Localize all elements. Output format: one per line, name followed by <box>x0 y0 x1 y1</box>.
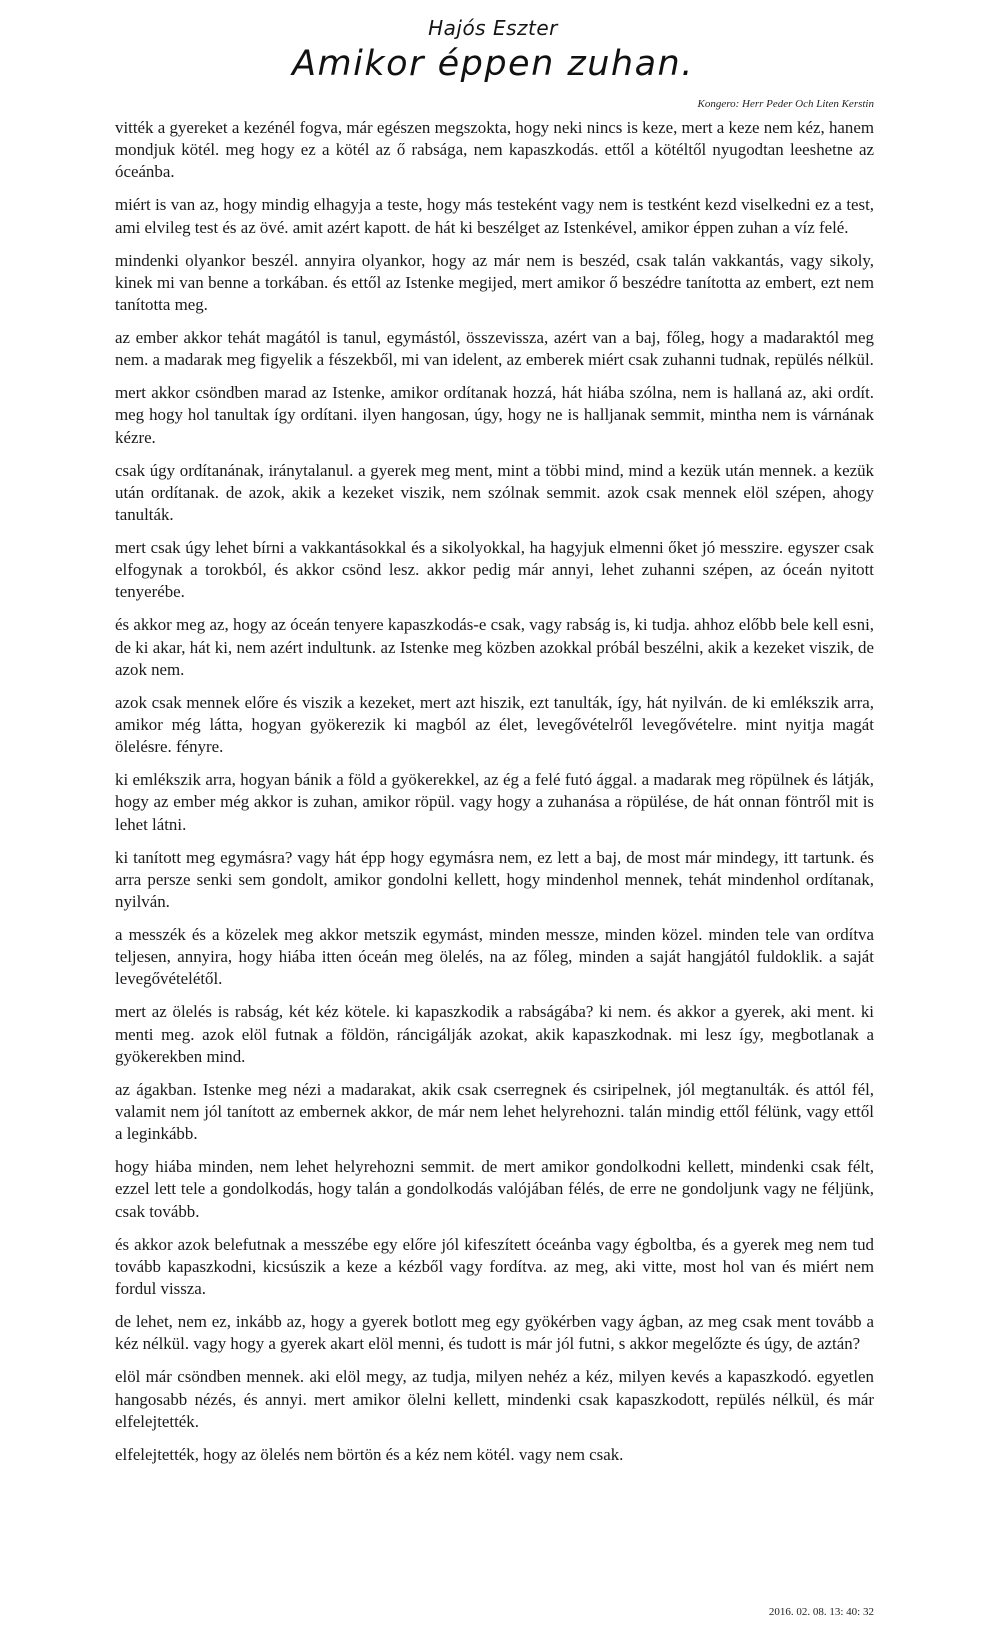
paragraph: vitték a gyereket a kezénél fogva, már egészen megszokta, hogy neki nincs is keze, mert a keze nem kéz, hanem mondjuk kötél. meg hogy ez a kötél az ő rabsága, nem kapaszkodás. ettől a kötéltől nyugodtan leeshetne az óceánba. <box>115 118 874 182</box>
paragraph: elöl már csöndben mennek. aki elöl megy, az tudja, milyen nehéz a kéz, milyen kevés a kapaszkodó. egyetlen hangosabb nézés, és annyi. mert amikor ölelni kellett, mindenki csak kapaszkodott, repülés nélkül, és már elfelejtették. <box>115 1367 874 1431</box>
paragraph: de lehet, nem ez, inkább az, hogy a gyerek botlott meg egy gyökérben vagy ágban, az meg csak ment tovább a kéz nélkül. vagy hogy a gyerek akart elöl menni, és tudott is már jól futni, s akkor megelőzte és úgy, de aztán? <box>115 1312 874 1354</box>
paragraph: hogy hiába minden, nem lehet helyrehozni semmit. de mert amikor gondolkodni kellett, mindenki csak félt, ezzel lett tele a gondolkodás, hogy talán a gondolkodás valójában félés, de erre ne gondoljunk vagy ne féljünk, csak tovább. <box>115 1157 874 1221</box>
author-name: Hajós Eszter <box>428 16 558 40</box>
dedication-line: Kongero: Herr Peder Och Liten Kerstin <box>697 98 874 110</box>
paragraph: az ember akkor tehát magától is tanul, egymástól, összevissza, azért van a baj, főleg, hogy a madaraktól meg nem. a madarak meg figyelik a fészekből, mi van idelent, az emberek miért csak zuhanni tudnak, repülés nélkül. <box>115 328 874 370</box>
paragraph: a messzék és a közelek meg akkor metszik egymást, minden messze, minden közel. minden tele van ordítva teljesen, annyira, hogy hiába itten óceán meg ölelés, na az főleg, minden a saját hangjától fuldoklik. a saját levegővételétől. <box>115 925 874 989</box>
paragraph: csak úgy ordítanának, iránytalanul. a gyerek meg ment, mint a többi mind, mind a kezük után mennek. a kezük után ordítanak. de azok, akik a kezeket viszik, nem szólnak semmit. azok csak mennek elöl szépen, ahogy tanulták. <box>115 460 874 525</box>
timestamp: 2016. 02. 08. 13: 40: 32 <box>768 1606 874 1618</box>
paragraph: elfelejtették, hogy az ölelés nem börtön és a kéz nem kötél. vagy nem csak. <box>115 1444 624 1464</box>
poem-body <box>115 117 874 1466</box>
paragraph: miért is van az, hogy mindig elhagyja a teste, hogy más testeként vagy nem is testként kezd viselkedni ez a test, ami elvileg test és az övé. amit azért kapott. de hát ki beszélget az Istenkével, amikor éppen zuhan a víz felé. <box>115 195 874 237</box>
paragraph: mert csak úgy lehet bírni a vakkantásokkal és a sikolyokkal, ha hagyjuk elmenni őket jó messzire. egyszer csak elfogynak a torokból, és akkor csönd lesz. akkor pedig már annyi, lehet zuhanni szépen, az óceán nyitott tenyerébe. <box>115 538 874 602</box>
paragraph: és akkor meg az, hogy az óceán tenyere kapaszkodás-e csak, vagy rabság is, ki tudja. ahhoz előbb bele kell esni, de ki akar, hát ki, nem azért indultunk. az Istenke meg közben azokkal próbál beszélni, akik a kezeket viszik, de azok nem. <box>115 615 874 679</box>
paragraph: ki emlékszik arra, hogyan bánik a föld a gyökerekkel, az ég a felé futó ággal. a madarak meg röpülnek és látják, hogy az ember még akkor is zuhan, amikor röpül. vagy hogy a zuhanása a röpülése, de hát onnan föntről mit is lehet látni. <box>115 770 874 834</box>
paragraph: azok csak mennek előre és viszik a kezeket, mert azt hiszik, ezt tanulták, így, hát nyilván. de ki emlékszik arra, amikor még látta, hogyan gyökerezik ki magból az élet, levegővételről levegővételre. mint nyitja magát ölelésre. fényre. <box>115 692 874 757</box>
paragraph: mert az ölelés is rabság, két kéz kötele. ki kapaszkodik a rabságába? ki nem. és akkor a gyerek, aki ment. ki menti meg. azok elöl futnak a földön, ráncigálják azokat, akik kapaszkodnak. mi lesz így, megbotlanak a gyökerekben mind. <box>115 1002 874 1066</box>
paragraph: mindenki olyankor beszél. annyira olyankor, hogy az már nem is beszéd, csak talán vakkantás, vagy sikoly, kinek mi van benne a torkában. és ettől az Istenke megijed, mert amikor ő beszédre tanította az embert, ezt nem tanította meg. <box>115 250 874 315</box>
poem-title: Amikor éppen zuhan. <box>292 44 694 84</box>
paragraph: az ágakban. Istenke meg nézi a madarakat, akik csak cserregnek és csiripelnek, jól megtanulták. és attól fél, valamit nem jól tanított az embernek akkor, de már nem lehet helyrehozni. talán mindig ettől félünk, vagy ettől a leginkább. <box>115 1079 874 1144</box>
paragraph: és akkor azok belefutnak a messzébe egy előre jól kifeszített óceánba vagy égboltba, és a gyerek meg nem tud tovább kapaszkodni, kicsúszik a keze a kézből vagy fordítva. az meg, aki vitte, most hol van és miért nem fordul vissza. <box>115 1234 874 1299</box>
paragraph: mert akkor csöndben marad az Istenke, amikor ordítanak hozzá, hát hiába szólna, nem is hallaná az, aki ordít. meg hogy hol tanultak így ordítani. ilyen hangosan, úgy, hogy ne is halljanak semmit, mintha nem is várnának kézre. <box>115 383 874 447</box>
paragraph: ki tanított meg egymásra? vagy hát épp hogy egymásra nem, ez lett a baj, de most már mindegy, itt tartunk. és arra persze senki sem gondolt, amikor gondolni kellett, hogy mindenhol mennek, tehát mindenhol ordítanak, nyilván. <box>115 847 874 912</box>
